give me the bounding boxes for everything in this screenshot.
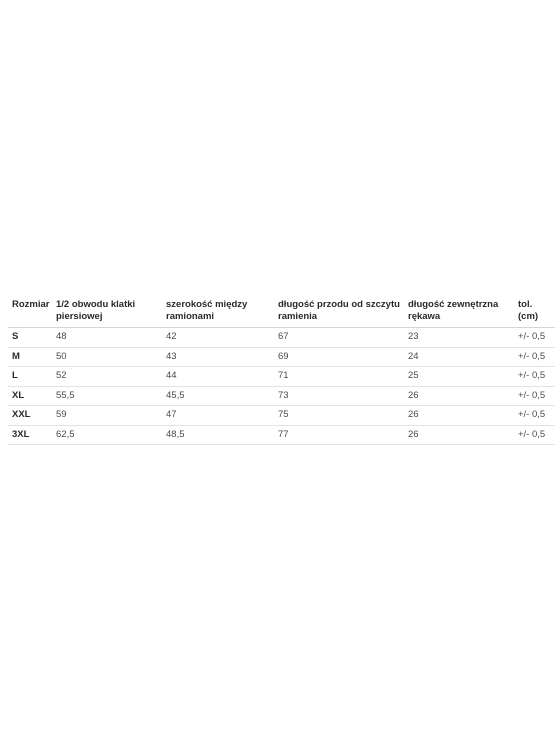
- cell-front-length: 67: [274, 328, 404, 348]
- cell-half-chest: 48: [52, 328, 162, 348]
- cell-size: L: [8, 367, 52, 387]
- header-size: Rozmiar: [8, 297, 52, 328]
- cell-front-length: 71: [274, 367, 404, 387]
- table-row: [8, 367, 555, 387]
- table-body: [8, 328, 555, 445]
- header-row: [8, 297, 555, 328]
- cell-sleeve-length: 23: [404, 328, 514, 348]
- table-row: [8, 328, 555, 348]
- cell-sleeve-length: 26: [404, 425, 514, 445]
- cell-shoulder-width: 42: [162, 328, 274, 348]
- cell-tolerance: +/- 0,5: [514, 328, 555, 348]
- cell-size: XXL: [8, 406, 52, 426]
- cell-tolerance: +/- 0,5: [514, 386, 555, 406]
- cell-size: 3XL: [8, 425, 52, 445]
- cell-size: S: [8, 328, 52, 348]
- header-front-length: długość przodu od szczytu ramienia: [274, 297, 404, 328]
- cell-half-chest: 55,5: [52, 386, 162, 406]
- cell-tolerance: +/- 0,5: [514, 406, 555, 426]
- table-header: [8, 297, 555, 328]
- cell-half-chest: 50: [52, 347, 162, 367]
- cell-tolerance: +/- 0,5: [514, 425, 555, 445]
- table-row: [8, 406, 555, 426]
- cell-front-length: 77: [274, 425, 404, 445]
- cell-sleeve-length: 24: [404, 347, 514, 367]
- cell-shoulder-width: 45,5: [162, 386, 274, 406]
- cell-sleeve-length: 25: [404, 367, 514, 387]
- cell-size: XL: [8, 386, 52, 406]
- cell-front-length: 73: [274, 386, 404, 406]
- cell-half-chest: 52: [52, 367, 162, 387]
- cell-shoulder-width: 48,5: [162, 425, 274, 445]
- cell-tolerance: +/- 0,5: [514, 347, 555, 367]
- cell-front-length: 75: [274, 406, 404, 426]
- size-chart-table: [8, 297, 555, 445]
- cell-sleeve-length: 26: [404, 386, 514, 406]
- cell-half-chest: 62,5: [52, 425, 162, 445]
- cell-front-length: 69: [274, 347, 404, 367]
- table-row: [8, 347, 555, 367]
- table-row: [8, 425, 555, 445]
- header-tolerance: tol. (cm): [514, 297, 555, 328]
- cell-tolerance: +/- 0,5: [514, 367, 555, 387]
- header-sleeve-length: długość zewnętrzna rękawa: [404, 297, 514, 328]
- cell-shoulder-width: 43: [162, 347, 274, 367]
- cell-size: M: [8, 347, 52, 367]
- cell-shoulder-width: 44: [162, 367, 274, 387]
- cell-half-chest: 59: [52, 406, 162, 426]
- header-shoulder-width: szerokość między ramionami: [162, 297, 274, 328]
- cell-shoulder-width: 47: [162, 406, 274, 426]
- table-row: [8, 386, 555, 406]
- cell-sleeve-length: 26: [404, 406, 514, 426]
- header-half-chest: 1/2 obwodu klatki piersiowej: [52, 297, 162, 328]
